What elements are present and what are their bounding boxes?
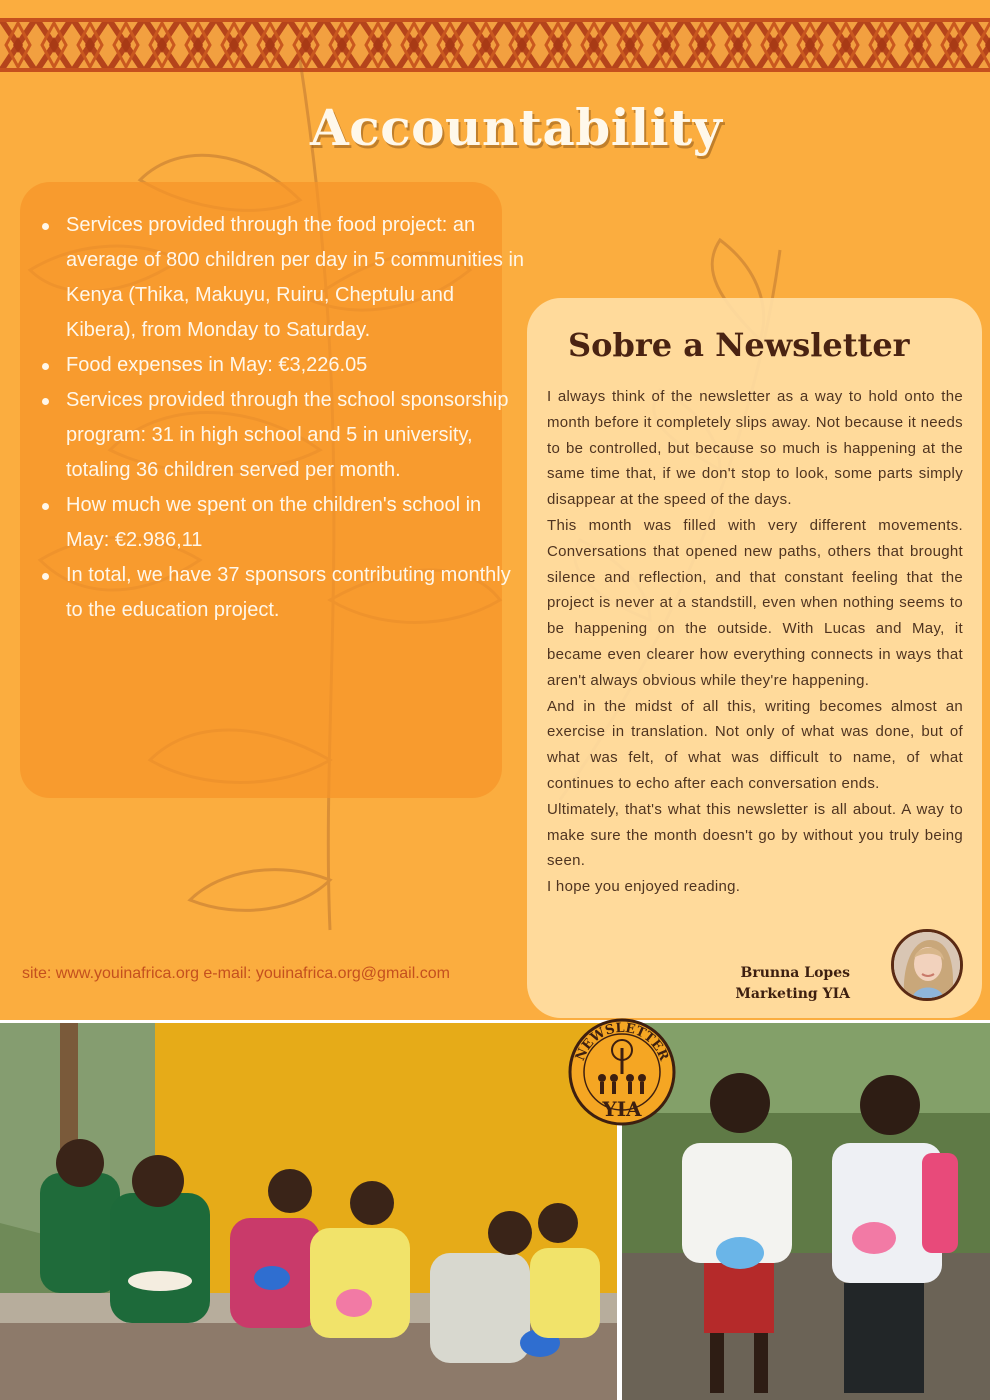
list-item: Services provided through the school sponsorship program: 31 in high school and 5 in university, totaling 36 children served per month. <box>66 383 528 488</box>
paragraph: This month was filled with very different movements. Conversations that opened new paths, others that brought silence and reflection, and that constant feeling that the project is never at a standstill, even when nothing seems to be happening on the outside. With Lucas and May, it became even clearer how everything connects in ways that aren't always obvious while they're happening. <box>547 516 963 689</box>
footer-contact: site: www.youinafrica.org e-mail: youinafrica.org@gmail.com <box>22 965 450 982</box>
children-eating-photo-icon <box>0 1023 617 1400</box>
paragraph: Ultimately, that's what this newsletter is all about. A way to make sure the month doesn't go by without you truly being seen. <box>547 800 963 870</box>
author-name: Brunna Lopes <box>740 965 850 981</box>
photo-children-eating <box>0 1023 617 1400</box>
badge-top-text: NEWSLETTER <box>572 1020 672 1064</box>
author-photo-icon <box>894 932 960 998</box>
author-role: Marketing YIA <box>735 986 850 1002</box>
newsletter-body <box>547 384 963 900</box>
pattern-band <box>0 18 990 72</box>
list-item: Services provided through the food project: an average of 800 children per day in 5 communities in Kenya (Thika, Makuyu, Ruiru, Cheptulu and Kibera), from Monday to Saturday. <box>66 208 528 348</box>
paragraph: I always think of the newsletter as a way to hold onto the month before it completely slips away. Not because it needs to be controlled, but because so much is happening at the same time that, if we don't stop to look, some parts simply disappear at the speed of the days. <box>547 388 963 509</box>
photo-two-children <box>622 1023 990 1400</box>
page-title: Accountability <box>310 98 723 157</box>
newsletter-badge-icon <box>568 1018 676 1126</box>
two-children-photo-icon <box>622 1023 990 1400</box>
avatar <box>891 929 963 1001</box>
photo-strip <box>0 1020 990 1400</box>
list-item: In total, we have 37 sponsors contributing monthly to the education project. <box>66 558 528 628</box>
list-item: Food expenses in May: €3,226.05 <box>66 348 528 383</box>
paragraph: And in the midst of all this, writing becomes almost an exercise in translation. Not only of what was done, but of what was felt, of what was difficult to name, of what continues to echo after each conversation ends. <box>547 697 963 792</box>
badge-bottom-text: YIA <box>602 1097 642 1121</box>
list-item: How much we spent on the children's school in May: €2.986,11 <box>66 488 528 558</box>
newsletter-title: Sobre a Newsletter <box>568 326 910 364</box>
paragraph: I hope you enjoyed reading. <box>547 878 741 896</box>
accountability-list <box>20 208 528 628</box>
signature <box>700 963 850 1005</box>
